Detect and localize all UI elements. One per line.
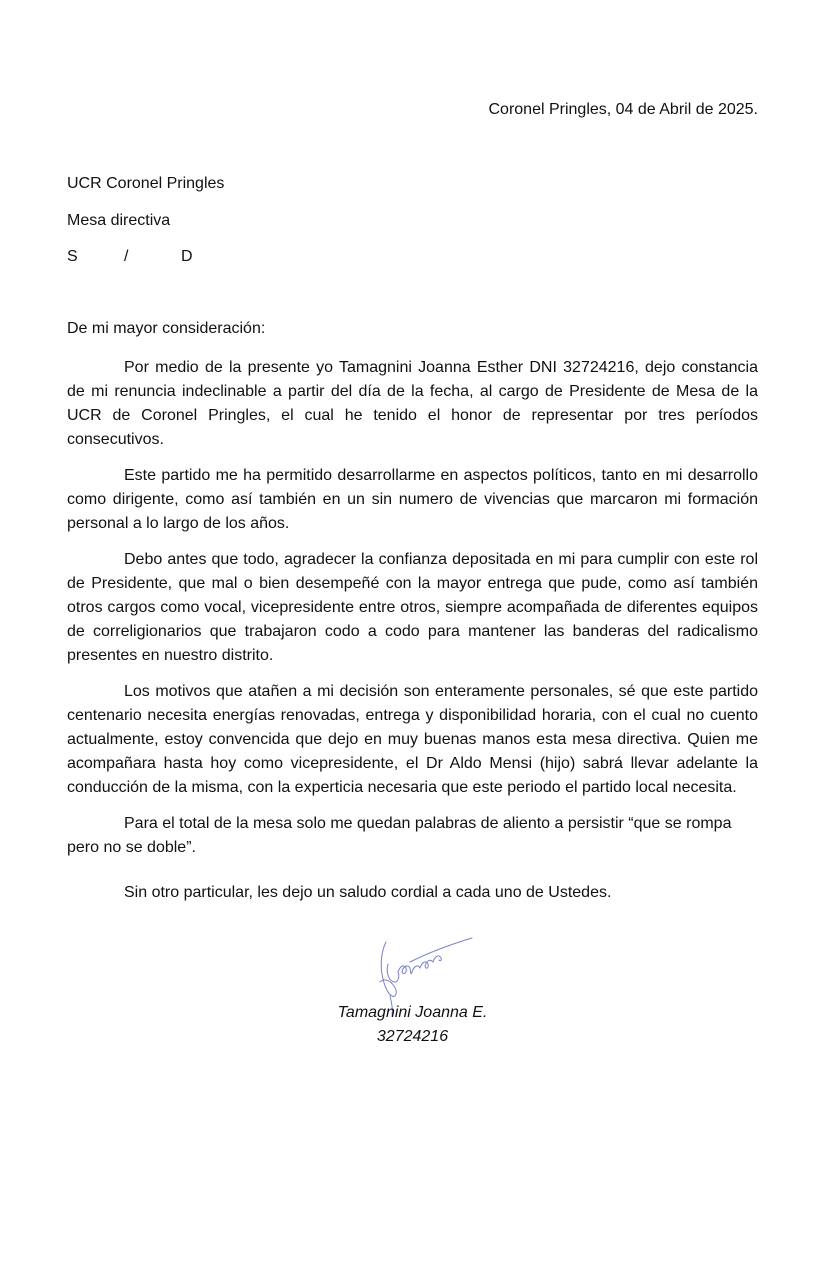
closing-line: Sin otro particular, les dejo un saludo cordial a cada uno de Ustedes.: [124, 884, 612, 901]
greeting: De mi mayor consideración:: [67, 320, 266, 337]
paragraph-resignation: Por medio de la presente yo Tamagnini Joanna Esther DNI 32724216, dejo constancia de mi renuncia indeclinable a partir del día de la fecha, al cargo de Presidente de Mesa de la UCR de Coronel Pringles, el cual he tenido el honor de representar por tres períodos consecutivos.: [67, 359, 758, 448]
sd-slash: /: [124, 248, 129, 265]
sd-s: S: [67, 248, 78, 265]
signatory-name: Tamagnini Joanna E.: [337, 1004, 488, 1021]
sd-d: D: [181, 248, 193, 265]
paragraph-gratitude: Debo antes que todo, agradecer la confianza depositada en mi para cumplir con este rol de Presidente, que mal o bien desempeñé con la mayor entrega que pude, como así también otros cargos como vocal, vicepresidente entre otros, siempre acompañada de diferentes equipos de correligionarios que trabajaron codo a codo para mantener las banderas del radicalismo presentes en nuestro distrito.: [67, 551, 758, 664]
recipient-organization: UCR Coronel Pringles: [67, 175, 225, 192]
recipient-body: Mesa directiva: [67, 212, 171, 229]
letter-body: [67, 356, 758, 872]
date-line: Coronel Pringles, 04 de Abril de 2025.: [488, 101, 758, 118]
paragraph-reasons: Los motivos que atañen a mi decisión son enteramente personales, sé que este partido centenario necesita energías renovadas, entrega y disponibilidad horaria, con el cual no cuento actualmente, estoy convencida que dejo en muy buenas manos esta mesa directiva. Quien me acompañara hasta hoy como vicepresidente, el Dr Aldo Mensi (hijo) sabrá llevar adelante la conducción de la misma, con la experticia necesaria que este periodo el partido local necesita.: [67, 683, 758, 796]
paragraph-party-growth: Este partido me ha permitido desarrollarme en aspectos políticos, tanto en mi desarrollo como dirigente, como así también en un sin numero de vivencias que marcaron mi formación personal a lo largo de los años.: [67, 467, 758, 532]
signatory-dni: 32724216: [376, 1028, 449, 1045]
paragraph-encouragement: Para el total de la mesa solo me quedan palabras de aliento a persistir “que se rompa pero no se doble”.: [67, 815, 732, 856]
